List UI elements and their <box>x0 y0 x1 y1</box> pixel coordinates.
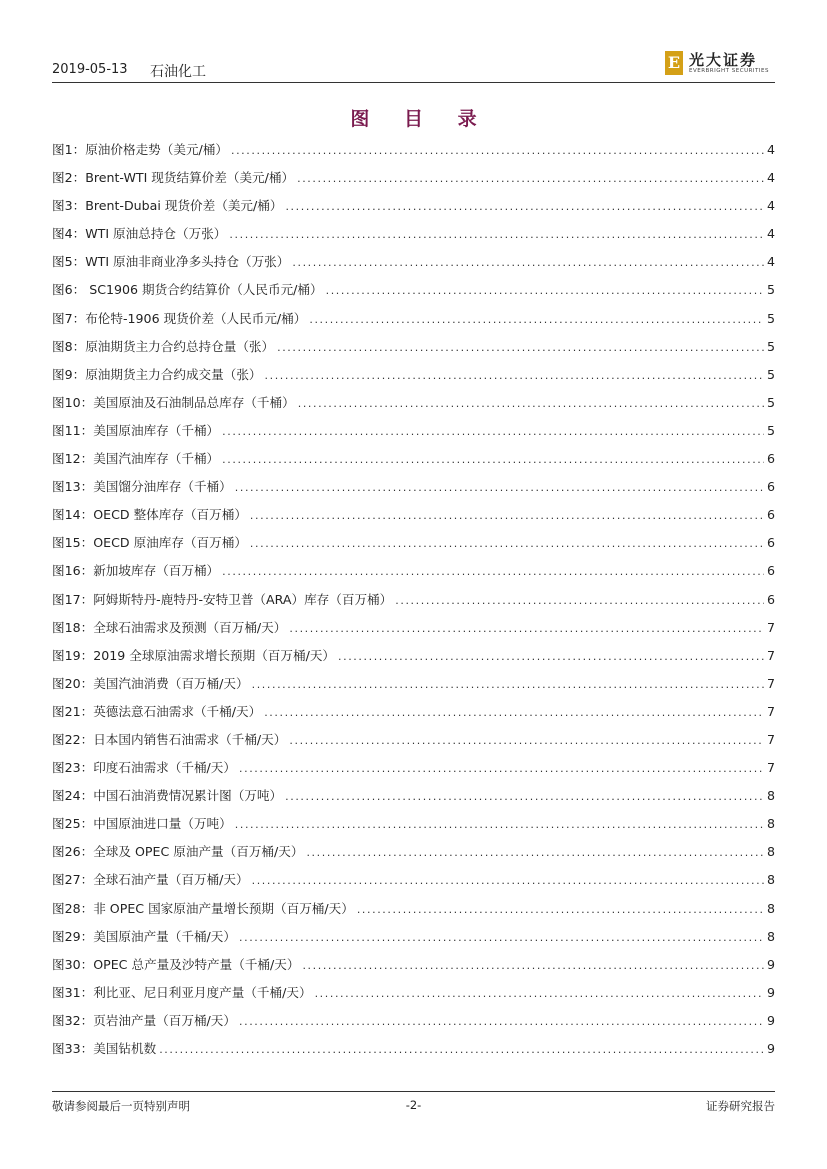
toc-entry-label[interactable]: 图30：OPEC 总产量及沙特产量（千桶/天） <box>52 956 300 972</box>
toc-entry[interactable] <box>52 898 775 926</box>
toc-entry[interactable] <box>52 560 775 588</box>
toc-entry-page[interactable]: 6 <box>766 507 775 523</box>
toc-entry-label[interactable]: 图13：美国馏分油库存（千桶） <box>52 479 232 495</box>
toc-entry-page[interactable]: 8 <box>766 844 775 860</box>
toc-entry[interactable] <box>52 504 775 532</box>
toc-dot-leader <box>250 537 764 550</box>
toc-entry-page[interactable]: 5 <box>766 338 775 354</box>
toc-dot-leader <box>239 931 764 944</box>
toc-entry-label[interactable]: 图15：OECD 原油库存（百万桶） <box>52 535 247 551</box>
toc-dot-leader <box>326 284 764 297</box>
toc-dot-leader <box>292 256 764 269</box>
page-number: -2- <box>405 1098 422 1112</box>
toc-entry[interactable] <box>52 982 775 1010</box>
toc-dot-leader <box>285 790 764 803</box>
toc-entry-label[interactable]: 图25：中国原油进口量（万吨） <box>52 816 232 832</box>
toc-dot-leader <box>277 341 764 354</box>
toc-entry-label[interactable]: 图32：页岩油产量（百万桶/天） <box>52 1012 236 1028</box>
toc-dot-leader <box>302 959 764 972</box>
toc-entry-label[interactable]: 图6： SC1906 期货合约结算价（人民币元/桶） <box>52 282 323 298</box>
toc-entry-page[interactable]: 9 <box>766 956 775 972</box>
toc-entry-page[interactable]: 5 <box>766 310 775 326</box>
toc-entry[interactable] <box>52 926 775 954</box>
toc-entry-page[interactable]: 8 <box>766 900 775 916</box>
toc-dot-leader <box>298 397 764 410</box>
toc-entry-page[interactable]: 4 <box>766 170 775 186</box>
toc-dot-leader <box>285 200 764 213</box>
toc-entry-page[interactable]: 7 <box>766 675 775 691</box>
toc-entry-label[interactable]: 图11：美国原油库存（千桶） <box>52 422 220 438</box>
page-footer <box>52 1091 775 1116</box>
toc-entry-page[interactable]: 4 <box>766 254 775 270</box>
toc-dot-leader <box>338 650 764 663</box>
disclaimer-note: 敬请参阅最后一页特别声明 <box>52 1099 190 1113</box>
toc-dot-leader <box>159 1043 764 1056</box>
toc-entry-page[interactable]: 6 <box>766 451 775 467</box>
logo-english-name: EVERBRIGHT SECURITIES <box>689 68 769 74</box>
toc-entry-page[interactable]: 8 <box>766 872 775 888</box>
toc-dot-leader <box>395 594 764 607</box>
toc-entry-page[interactable]: 8 <box>766 788 775 804</box>
toc-entry[interactable] <box>52 392 775 420</box>
toc-entry-page[interactable]: 4 <box>766 142 775 157</box>
toc-entry[interactable] <box>52 1038 775 1066</box>
toc-entry-page[interactable]: 5 <box>766 422 775 438</box>
report-type: 证券研究报告 <box>706 1099 775 1113</box>
toc-dot-leader <box>265 369 764 382</box>
toc-entry-page[interactable]: 9 <box>766 1012 775 1028</box>
toc-entry[interactable] <box>52 223 775 251</box>
toc-entry[interactable] <box>52 448 775 476</box>
toc-entry-label[interactable]: 图27：全球石油产量（百万桶/天） <box>52 872 249 888</box>
toc-entry[interactable] <box>52 645 775 673</box>
toc-dot-leader <box>309 313 764 326</box>
toc-entry-page[interactable]: 5 <box>766 366 775 382</box>
toc-entry-label[interactable]: 图19：2019 全球原油需求增长预期（百万桶/天） <box>52 647 336 663</box>
toc-entry[interactable] <box>52 813 775 841</box>
company-logo <box>665 48 775 80</box>
toc-entry-label[interactable]: 图12：美国汽油库存（千桶） <box>52 451 220 467</box>
toc-entry[interactable] <box>52 785 775 813</box>
toc-dot-leader <box>315 987 764 1000</box>
page-header <box>52 48 775 83</box>
toc-entry-page[interactable]: 7 <box>766 760 775 776</box>
toc-entry[interactable] <box>52 673 775 701</box>
toc-entry-label[interactable]: 图5：WTI 原油非商业净多头持仓（万张） <box>52 254 290 270</box>
toc-dot-leader <box>231 144 764 157</box>
figure-list <box>52 139 775 1066</box>
toc-entry[interactable] <box>52 869 775 897</box>
toc-entry-label[interactable]: 图8：原油期货主力合约总持仓量（张） <box>52 338 275 354</box>
toc-entry-label[interactable]: 图20：美国汽油消费（百万桶/天） <box>52 675 249 691</box>
toc-entry[interactable] <box>52 617 775 645</box>
toc-entry-page[interactable]: 8 <box>766 816 775 832</box>
toc-entry-label[interactable]: 图4：WTI 原油总持仓（万张） <box>52 226 227 242</box>
toc-dot-leader <box>264 706 764 719</box>
toc-entry-label[interactable]: 图23：印度石油需求（千桶/天） <box>52 760 236 776</box>
toc-entry-page[interactable]: 4 <box>766 198 775 214</box>
toc-dot-leader <box>289 622 764 635</box>
toc-dot-leader <box>235 818 764 831</box>
toc-dot-leader <box>222 565 764 578</box>
toc-entry[interactable] <box>52 476 775 504</box>
toc-dot-leader <box>250 509 764 522</box>
toc-dot-leader <box>357 903 764 916</box>
toc-entry[interactable] <box>52 420 775 448</box>
toc-entry-page[interactable]: 6 <box>766 535 775 551</box>
toc-entry-label[interactable]: 图14：OECD 整体库存（百万桶） <box>52 507 247 523</box>
toc-entry[interactable] <box>52 251 775 279</box>
toc-entry[interactable] <box>52 139 775 167</box>
toc-dot-leader <box>252 874 764 887</box>
toc-entry-page[interactable]: 7 <box>766 703 775 719</box>
toc-entry-label[interactable]: 图26：全球及 OPEC 原油产量（百万桶/天） <box>52 844 304 860</box>
toc-entry[interactable] <box>52 336 775 364</box>
toc-entry-page[interactable]: 9 <box>766 984 775 1000</box>
toc-entry[interactable] <box>52 167 775 195</box>
toc-entry-page[interactable]: 5 <box>766 282 775 298</box>
toc-entry-page[interactable]: 5 <box>766 394 775 410</box>
toc-entry[interactable] <box>52 841 775 869</box>
toc-entry-label[interactable]: 图21：英德法意石油需求（千桶/天） <box>52 703 262 719</box>
toc-entry-label[interactable]: 图18：全球石油需求及预测（百万桶/天） <box>52 619 287 635</box>
toc-entry[interactable] <box>52 308 775 336</box>
toc-entry[interactable] <box>52 729 775 757</box>
toc-dot-leader <box>239 1015 764 1028</box>
toc-entry-label[interactable]: 图10：美国原油及石油制品总库存（千桶） <box>52 394 295 410</box>
toc-dot-leader <box>222 425 764 438</box>
toc-entry[interactable] <box>52 532 775 560</box>
toc-entry[interactable] <box>52 195 775 223</box>
report-date: 2019-05-13 <box>52 62 128 77</box>
toc-dot-leader <box>235 481 764 494</box>
toc-entry-page[interactable]: 9 <box>766 1041 775 1056</box>
toc-entry[interactable] <box>52 954 775 982</box>
toc-entry-label[interactable]: 图9：原油期货主力合约成交量（张） <box>52 366 262 382</box>
toc-entry[interactable] <box>52 279 775 307</box>
toc-entry[interactable] <box>52 364 775 392</box>
toc-entry-page[interactable]: 7 <box>766 619 775 635</box>
toc-entry-page[interactable]: 4 <box>766 226 775 242</box>
toc-entry[interactable] <box>52 589 775 617</box>
toc-entry-label[interactable]: 图17：阿姆斯特丹-鹿特丹-安特卫普（ARA）库存（百万桶） <box>52 591 393 607</box>
toc-dot-leader <box>229 228 764 241</box>
toc-entry-page[interactable]: 6 <box>766 591 775 607</box>
toc-dot-leader <box>306 846 764 859</box>
toc-entry-label[interactable]: 图22：日本国内销售石油需求（千桶/天） <box>52 731 287 747</box>
toc-entry-label[interactable]: 图7：布伦特-1906 现货价差（人民币元/桶） <box>52 310 307 326</box>
toc-entry-page[interactable]: 6 <box>766 563 775 579</box>
toc-entry-label[interactable]: 图31：利比亚、尼日利亚月度产量（千桶/天） <box>52 984 312 1000</box>
toc-entry-label[interactable]: 图1：原油价格走势（美元/桶） <box>52 142 228 157</box>
toc-dot-leader <box>239 762 764 775</box>
toc-entry-label[interactable]: 图28：非 OPEC 国家原油产量增长预期（百万桶/天） <box>52 900 354 916</box>
toc-dot-leader <box>252 678 764 691</box>
toc-entry-label[interactable]: 图3：Brent-Dubai 现货价差（美元/桶） <box>52 198 283 214</box>
page-title: 图 目 录 <box>350 108 491 130</box>
toc-entry-page[interactable]: 8 <box>766 928 775 944</box>
toc-dot-leader <box>289 734 764 747</box>
toc-entry-label[interactable]: 图29：美国原油产量（千桶/天） <box>52 928 236 944</box>
toc-entry-page[interactable]: 6 <box>766 479 775 495</box>
toc-entry-label[interactable]: 图2：Brent-WTI 现货结算价差（美元/桶） <box>52 170 295 186</box>
toc-entry-label[interactable]: 图16：新加坡库存（百万桶） <box>52 563 220 579</box>
toc-dot-leader <box>297 172 764 185</box>
toc-entry-page[interactable]: 7 <box>766 647 775 663</box>
logo-mark-icon: E <box>665 51 683 75</box>
toc-entry-label[interactable]: 图24：中国石油消费情况累计图（万吨） <box>52 788 283 804</box>
toc-dot-leader <box>222 453 764 466</box>
toc-entry[interactable] <box>52 1010 775 1038</box>
logo-name: 光大证券 <box>689 51 758 69</box>
toc-entry-page[interactable]: 7 <box>766 731 775 747</box>
toc-entry[interactable] <box>52 757 775 785</box>
toc-entry[interactable] <box>52 701 775 729</box>
sector-name: 石油化工 <box>150 64 206 80</box>
toc-entry-label[interactable]: 图33：美国钻机数 <box>52 1041 157 1056</box>
